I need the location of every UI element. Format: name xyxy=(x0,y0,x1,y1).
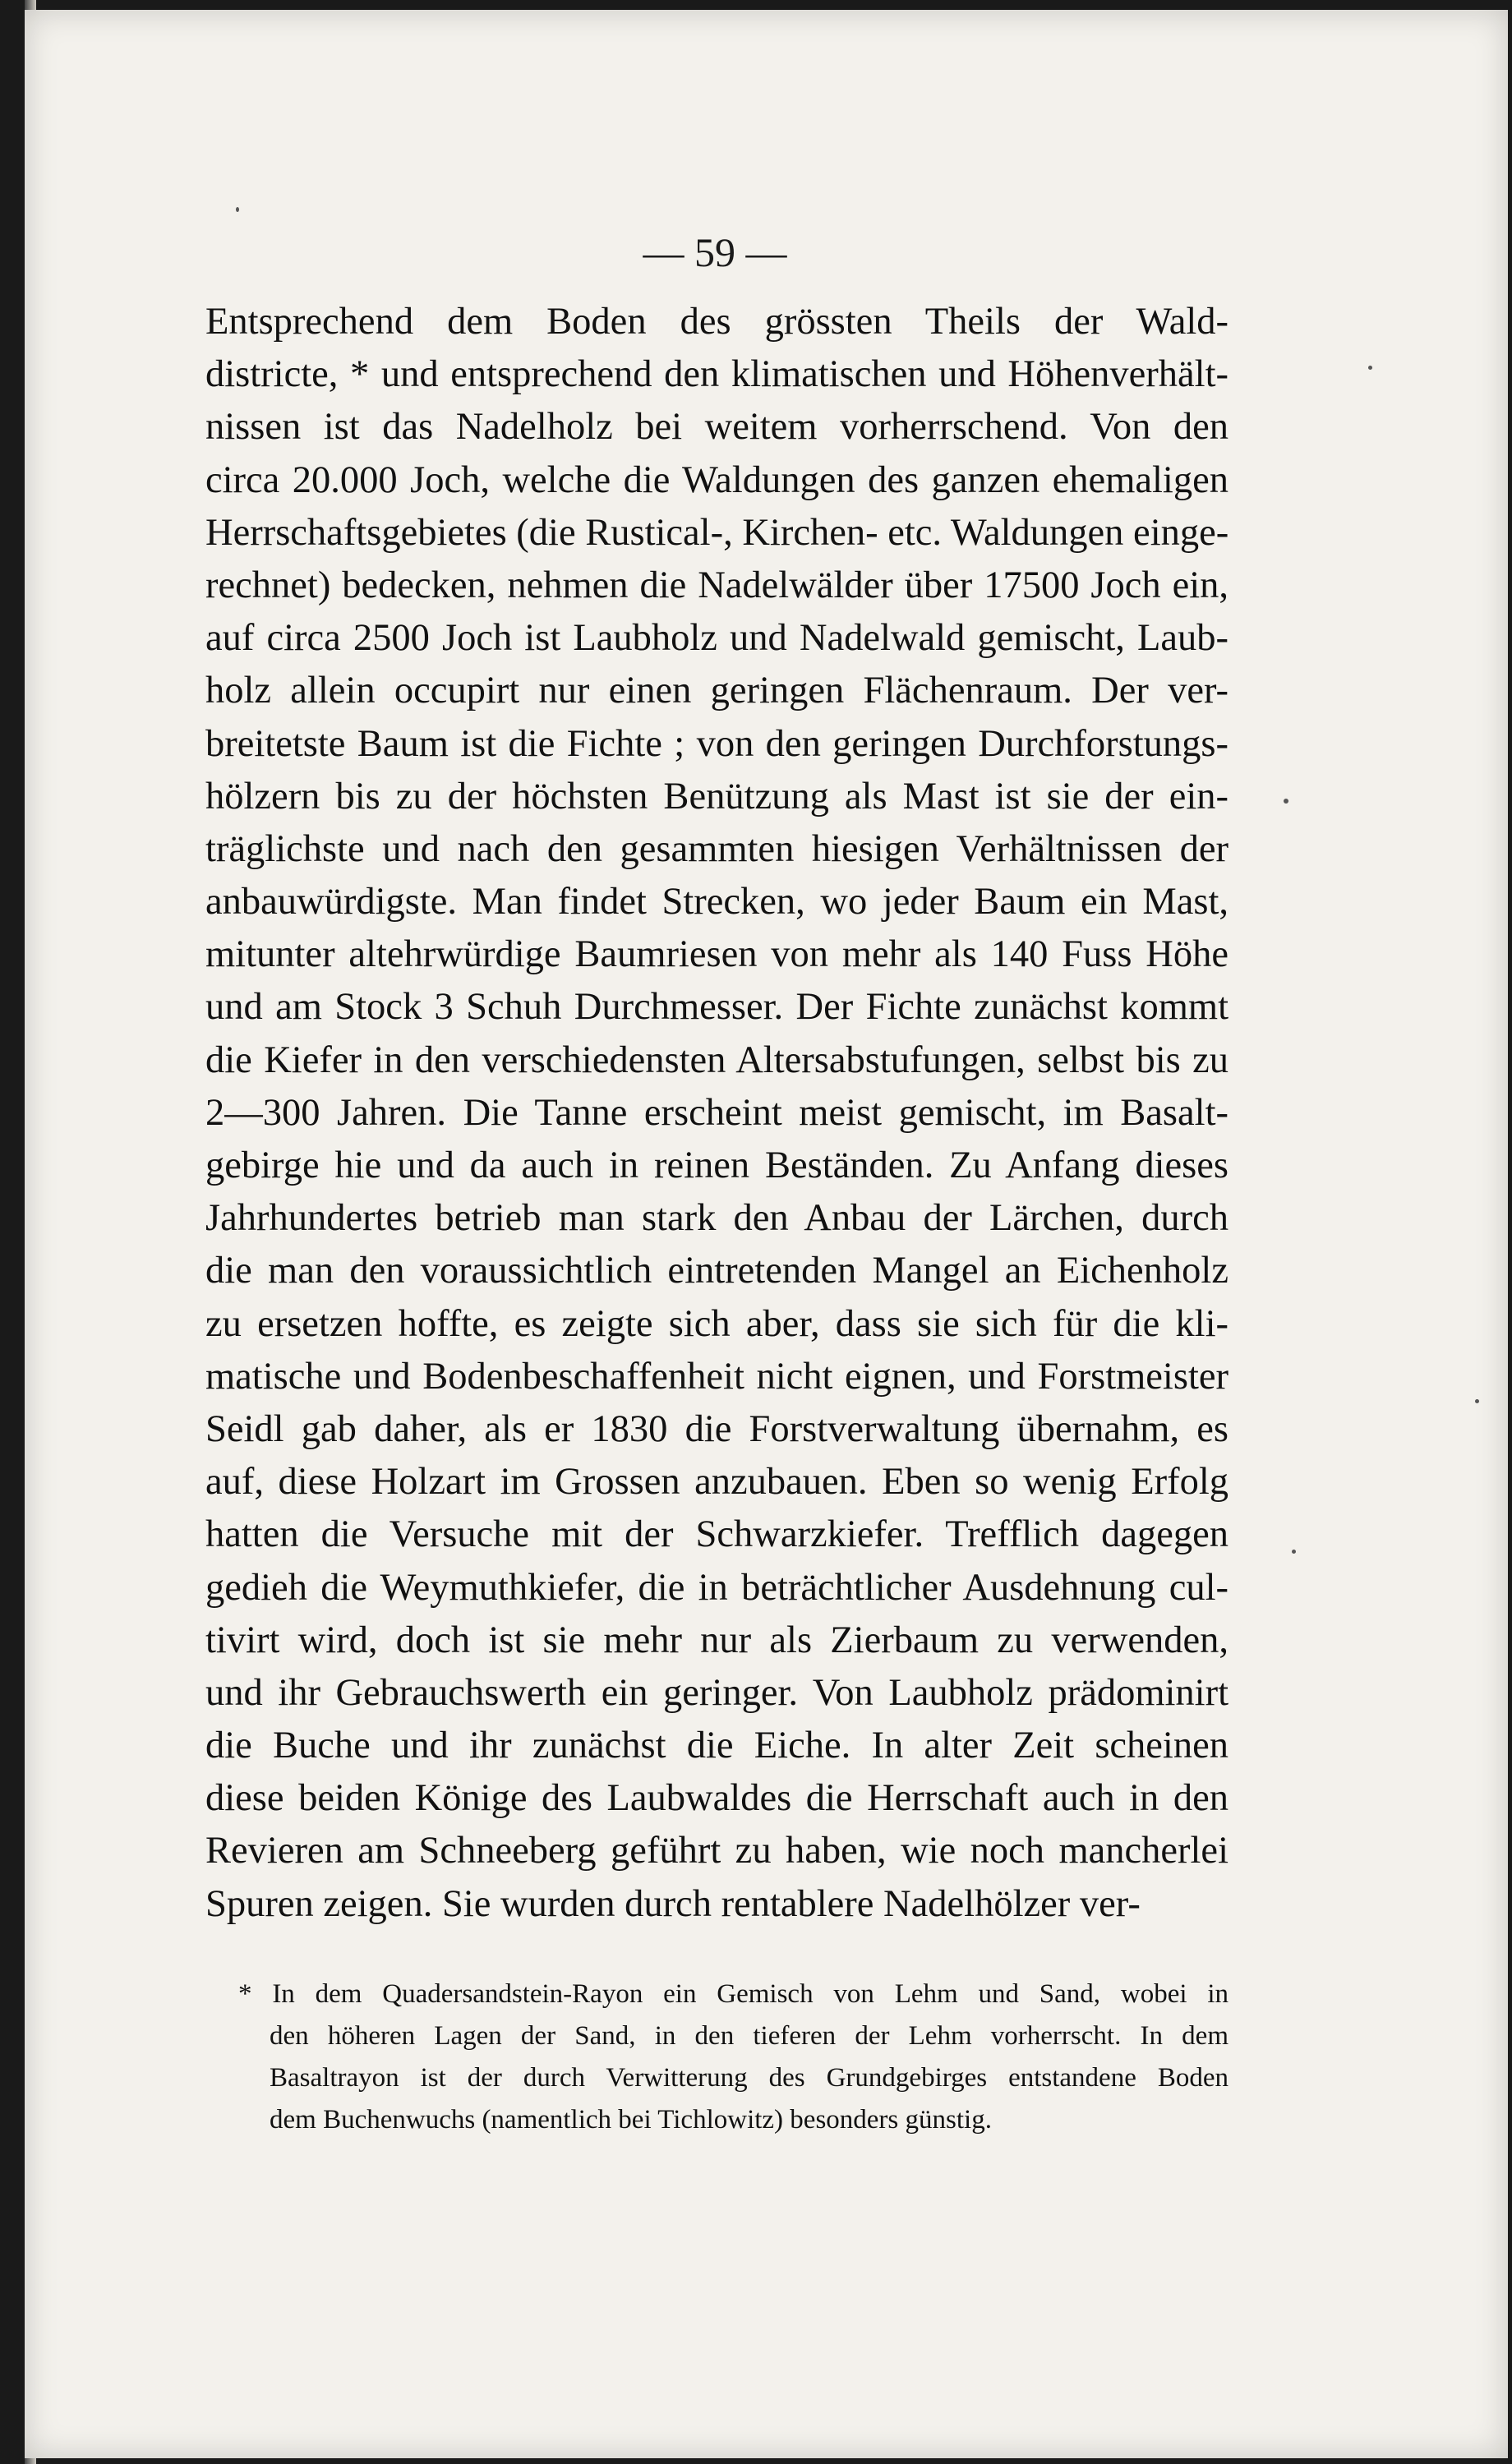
page-number: — 59 — xyxy=(643,229,787,275)
body-line: zu ersetzen hoffte, es zeigte sich aber, dass sie sich für die kli- xyxy=(205,1302,1228,1345)
scan-speck xyxy=(236,207,239,212)
body-line: Seidl gab daher, als er 1830 die Forstverwaltung übernahm, es xyxy=(205,1407,1228,1450)
body-line: matische und Bodenbeschaffenheit nicht eignen, und Forstmeister xyxy=(205,1355,1228,1398)
body-line: circa 20.000 Joch, welche die Waldungen des ganzen ehemaligen xyxy=(205,458,1228,501)
body-line: breitetste Baum ist die Fichte ; von den geringen Durchforstungs- xyxy=(205,722,1228,765)
footnote-line: * In dem Quadersandstein-Rayon ein Gemisch von Lehm und Sand, wobei in xyxy=(238,1979,1228,2009)
body-text xyxy=(205,296,1228,1931)
body-line: auf circa 2500 Joch ist Laubholz und Nadelwald gemischt, Laub- xyxy=(205,617,1228,660)
body-line: und am Stock 3 Schuh Durchmesser. Der Fichte zunächst kommt xyxy=(205,986,1228,1029)
body-line: 2—300 Jahren. Die Tanne erscheint meist gemischt, im Basalt- xyxy=(205,1091,1228,1134)
body-line: Revieren am Schneeberg geführt zu haben, wie noch mancherlei xyxy=(205,1830,1228,1872)
body-line: gebirge hie und da auch in reinen Beständen. Zu Anfang dieses xyxy=(205,1144,1228,1186)
body-line: nissen ist das Nadelholz bei weitem vorherrschend. Von den xyxy=(205,406,1228,449)
body-line: die Kiefer in den verschiedensten Altersabstufungen, selbst bis zu xyxy=(205,1039,1228,1081)
body-line: Jahrhundertes betrieb man stark den Anbau der Lärchen, durch xyxy=(205,1197,1228,1240)
body-line: tivirt wird, doch ist sie mehr nur als Zierbaum zu verwenden, xyxy=(205,1619,1228,1661)
body-line: Herrschaftsgebietes (die Rustical-, Kirchen- etc. Waldungen einge- xyxy=(205,511,1229,554)
body-line: anbauwürdigste. Man findet Strecken, wo jeder Baum ein Mast, xyxy=(205,881,1228,923)
body-line: rechnet) bedecken, nehmen die Nadelwälder über 17500 Joch ein, xyxy=(205,564,1228,606)
body-line: diese beiden Könige des Laubwaldes die Herrschaft auch in den xyxy=(205,1777,1228,1820)
scan-speck xyxy=(1292,1550,1296,1554)
body-line: die man den voraussichtlich eintretenden Mangel an Eichenholz xyxy=(205,1250,1228,1292)
body-line: gedieh die Weymuthkiefer, die in beträchtlicher Ausdehnung cul- xyxy=(205,1566,1228,1609)
body-line: träglichste und nach den gesammten hiesigen Verhältnissen der xyxy=(205,827,1228,870)
footnote-line: dem Buchenwuchs (namentlich bei Tichlowitz) besonders günstig. xyxy=(270,2105,992,2135)
body-line: Entsprechend dem Boden des grössten Theils der Wald- xyxy=(205,301,1228,343)
body-line: und ihr Gebrauchswerth ein geringer. Von Laubholz prädominirt xyxy=(205,1671,1228,1714)
body-line: Spuren zeigen. Sie wurden durch rentablere Nadelhölzer ver- xyxy=(205,1882,1141,1925)
scan-speck xyxy=(1475,1399,1479,1403)
body-line: hatten die Versuche mit der Schwarzkiefer. Trefflich dagegen xyxy=(205,1513,1228,1556)
scan-speck xyxy=(1368,366,1372,370)
body-line: die Buche und ihr zunächst die Eiche. In alter Zeit scheinen xyxy=(205,1725,1228,1767)
footnote xyxy=(205,1974,1228,2141)
footnote-line: Basaltrayon ist der durch Verwitterung des Grundgebirges entstandene Boden xyxy=(270,2063,1228,2093)
body-line: hölzern bis zu der höchsten Benützung als Mast ist sie der ein- xyxy=(205,775,1228,817)
body-line: holz allein occupirt nur einen geringen Flächenraum. Der ver- xyxy=(205,670,1228,712)
body-line: auf, diese Holzart im Grossen anzubauen. Eben so wenig Erfolg xyxy=(205,1461,1228,1504)
scan-speck xyxy=(1284,799,1288,804)
footnote-line: den höheren Lagen der Sand, in den tieferen der Lehm vorherrscht. In dem xyxy=(270,2021,1228,2051)
body-line: mitunter altehrwürdige Baumriesen von mehr als 140 Fuss Höhe xyxy=(205,933,1228,976)
body-line: districte, * und entsprechend den klimatischen und Höhenverhält- xyxy=(205,353,1228,396)
